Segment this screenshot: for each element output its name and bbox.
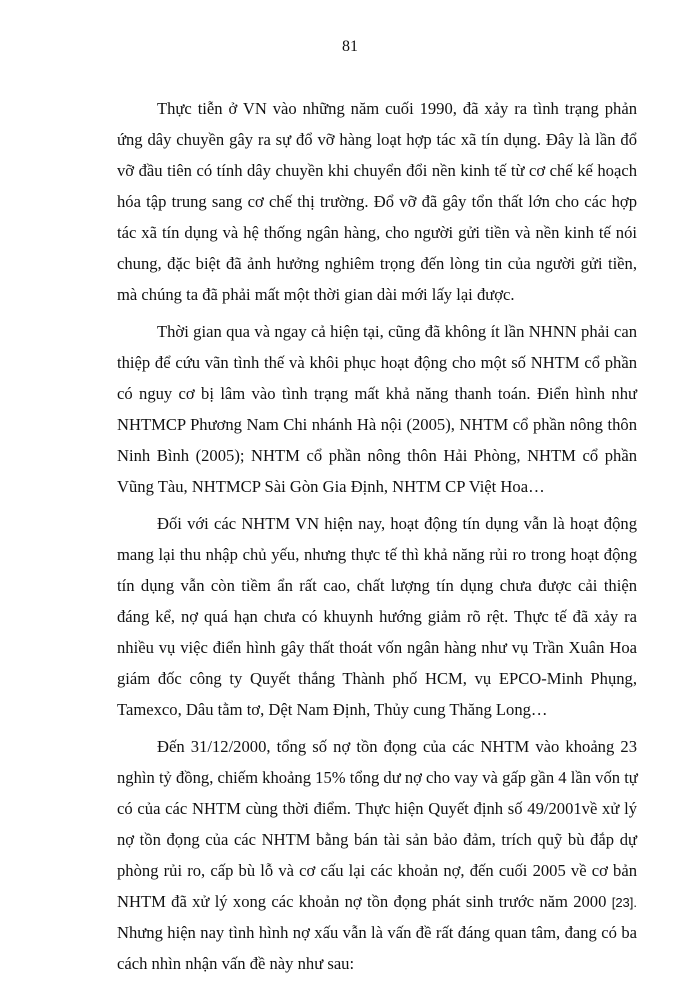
text-span: NHTM đã xử lý xong các khoản nợ tồn đọng phát sinh trước năm 2000 [117, 892, 607, 911]
text-line: Tamexco, Dâu tằm tơ, Dệt Nam Định, Thủy cung Thăng Long… [117, 700, 548, 719]
text-line: NHTMCP Phương Nam Chi nhánh Hà nội (2005), NHTM cổ phần nông thôn [117, 415, 637, 434]
page-number: 81 [342, 38, 358, 55]
document-body [117, 93, 637, 985]
text-line: ứng dây chuyền gây ra sự đổ vỡ hàng loạt hợp tác xã tín dụng. Đây là lần đổ [117, 130, 637, 149]
text-line: vỡ đầu tiên có tính dây chuyền khi chuyển đổi nền kinh tế từ cơ chế kế hoạch [117, 161, 637, 180]
paragraph-2 [117, 316, 637, 502]
text-line: Vũng Tàu, NHTMCP Sài Gòn Gia Định, NHTM CP Việt Hoa… [117, 477, 545, 496]
text-line: phòng rủi ro, cấp bù lỗ và cơ cấu lại các khoản nợ, đến cuối 2005 về cơ bản [117, 861, 637, 880]
paragraph-1 [117, 93, 637, 310]
text-line-with-citation [117, 886, 637, 917]
text-line: nợ tồn đọng của các NHTM bằng bán tài sản bảo đảm, trích quỹ bù đắp dự [117, 830, 637, 849]
text-line: cách nhìn nhận vấn đề này như sau: [117, 954, 355, 973]
text-line: Ninh Bình (2005); NHTM cổ phần nông thôn Hải Phòng, NHTM cổ phần [117, 446, 637, 465]
text-line: nhiều vụ việc điển hình gây thất thoát vốn ngân hàng như vụ Trần Xuân Hoa [117, 638, 637, 657]
text-line: thiệp để cứu vãn tình thế và khôi phục hoạt động cho một số NHTM cổ phần [117, 353, 637, 372]
text-line: Đối với các NHTM VN hiện nay, hoạt động tín dụng vẫn là hoạt động [157, 514, 637, 533]
text-line: Đến 31/12/2000, tổng số nợ tồn đọng của các NHTM vào khoảng 23 [157, 737, 637, 756]
text-line: có nguy cơ bị lâm vào tình trạng mất khả năng thanh toán. Điển hình như [117, 384, 637, 403]
text-line: mang lại thu nhập chủ yếu, nhưng thực tế thì khả năng rủi ro trong hoạt động [117, 545, 637, 564]
text-line: nghìn tỷ đồng, chiếm khoảng 15% tổng dư nợ cho vay và gấp gần 4 lần vốn tự [117, 768, 638, 787]
text-line: mà chúng ta đã phải mất một thời gian dài mới lấy lại được. [117, 285, 515, 304]
text-line: có của các NHTM cùng thời điểm. Thực hiện Quyết định số 49/2001về xử lý [117, 799, 637, 818]
text-line: hóa tập trung sang cơ chế thị trường. Đổ vỡ đã gây tổn thất lớn cho các hợp [117, 192, 637, 211]
paragraph-3 [117, 508, 637, 725]
text-line: giám đốc công ty Quyết thắng Thành phố HCM, vụ EPCO-Minh Phụng, [117, 669, 637, 688]
text-line: Nhưng hiện nay tình hình nợ xấu vẫn là vấn đề rất đáng quan tâm, đang có ba [117, 923, 637, 942]
text-line: đáng kể, nợ quá hạn chưa có khuynh hướng giảm rõ rệt. Thực tế đã xảy ra [117, 607, 637, 626]
text-line: chung, đặc biệt đã ảnh hưởng nghiêm trọng đến lòng tin của người gửi tiền, [117, 254, 637, 273]
citation: [23]. [611, 895, 637, 910]
paragraph-4 [117, 731, 637, 979]
text-line: tín dụng vẫn còn tiềm ẩn rất cao, chất lượng tín dụng chưa được cải thiện [117, 576, 637, 595]
text-line: Thời gian qua và ngay cả hiện tại, cũng đã không ít lần NHNN phải can [157, 322, 637, 341]
text-line: tác xã tín dụng và hệ thống ngân hàng, cho người gửi tiền và nền kinh tế nói [117, 223, 637, 242]
text-line: Thực tiễn ở VN vào những năm cuối 1990, đã xảy ra tình trạng phản [157, 99, 637, 118]
